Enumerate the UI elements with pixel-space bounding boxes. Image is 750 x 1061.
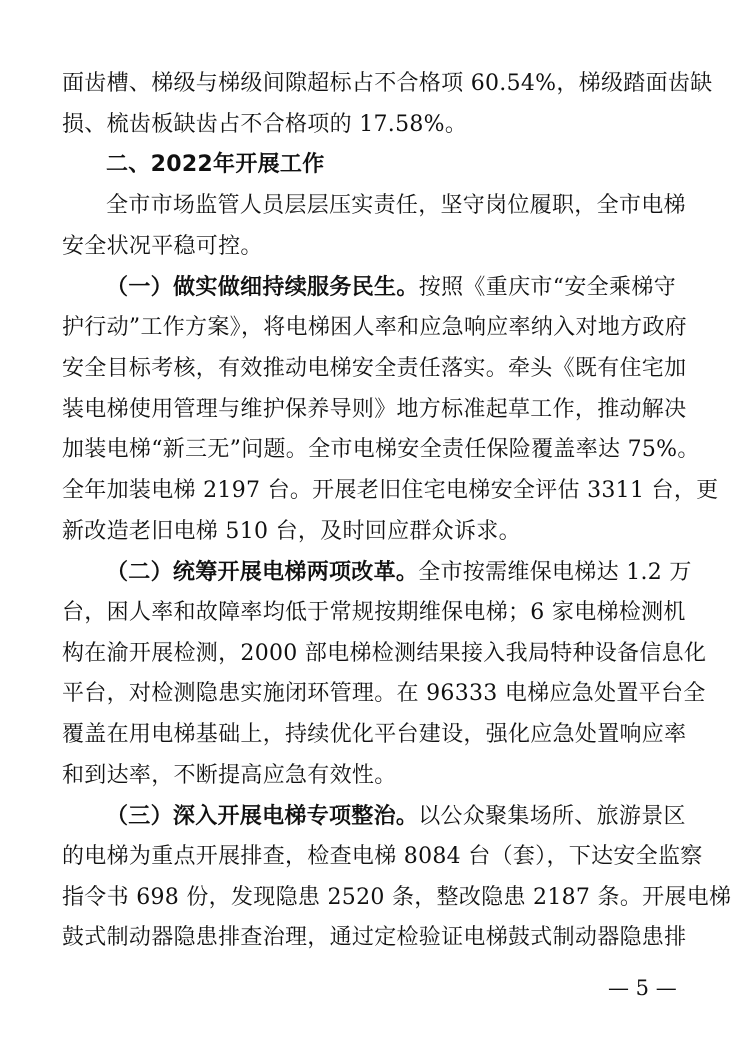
subsection-lead: （一）做实做细持续服务民生。 xyxy=(106,274,419,301)
text-line: 安全状况平稳可控。 xyxy=(62,233,263,259)
text-line: 安全目标考核，有效推动电梯安全责任落实。牵头《既有住宅加 xyxy=(62,355,687,381)
text-line: 全市市场监管人员层层压实责任，坚守岗位履职，全市电梯 xyxy=(106,193,686,219)
page-number: — 5 — xyxy=(608,976,677,1000)
section-heading: 二、2022年开展工作 xyxy=(106,152,325,178)
text-line xyxy=(62,796,686,837)
text-line: 构在渝开展检测，2000 部电梯检测结果接入我局特种设备信息化 xyxy=(62,640,707,666)
text-line: 的电梯为重点开展排查，检查电梯 8084 台（套），下达安全监察 xyxy=(62,844,703,870)
subsection-lead: （三）深入开展电梯专项整治。 xyxy=(106,803,419,830)
text-line xyxy=(62,267,676,308)
text-line: 损、梳齿板缺齿占不合格项的 17.58%。 xyxy=(62,111,468,137)
document-body xyxy=(62,64,732,959)
text-run: 全市按需维保电梯达 1.2 万 xyxy=(418,560,692,586)
text-line: 鼓式制动器隐患排查治理，通过定检验证电梯鼓式制动器隐患排 xyxy=(62,925,687,951)
text-run: 按照《重庆市“安全乘梯守 xyxy=(418,275,676,301)
text-line: 装电梯使用管理与维护保养导则》地方标准起草工作，推动解决 xyxy=(62,396,687,422)
text-line: 面齿槽、梯级与梯级间隙超标占不合格项 60.54%，梯级踏面齿缺 xyxy=(62,71,713,96)
text-line: 全年加装电梯 2197 台。开展老旧住宅电梯安全评估 3311 台，更 xyxy=(62,477,719,503)
subsection-lead: （二）统筹开展电梯两项改革。 xyxy=(106,559,419,586)
text-line: 台，困人率和故障率均低于常规按期维保电梯；6 家电梯检测机 xyxy=(62,599,686,625)
text-line: 平台，对检测隐患实施闭环管理。在 96333 电梯应急处置平台全 xyxy=(62,681,706,707)
text-line xyxy=(62,552,692,593)
text-line: 加装电梯“新三无”问题。全市电梯安全责任保险覆盖率达 75%。 xyxy=(62,437,700,463)
text-line: 覆盖在用电梯基础上，持续优化平台建设，强化应急处置响应率 xyxy=(62,722,687,747)
text-line: 新改造老旧电梯 510 台，及时回应群众诉求。 xyxy=(62,518,521,544)
text-run: 以公众聚集场所、旅游景区 xyxy=(418,804,686,830)
text-line: 指令书 698 份，发现隐患 2520 条，整改隐患 2187 条。开展电梯 xyxy=(62,884,732,910)
text-line: 和到达率，不断提高应急有效性。 xyxy=(62,762,397,788)
text-line: 护行动”工作方案》，将电梯困人率和应急响应率纳入对地方政府 xyxy=(62,315,687,341)
